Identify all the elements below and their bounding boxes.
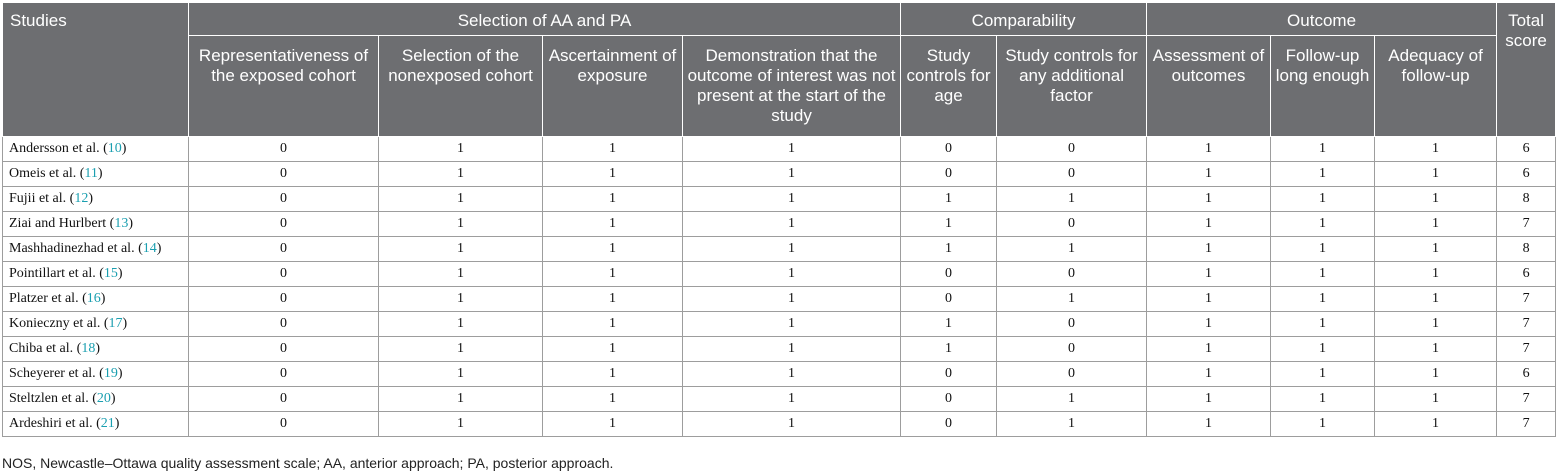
score-cell: 0 bbox=[189, 187, 379, 212]
score-cell: 1 bbox=[1375, 212, 1497, 237]
score-cell: 1 bbox=[543, 237, 683, 262]
score-cell: 1 bbox=[1271, 287, 1375, 312]
table-footnote: NOS, Newcastle–Ottawa quality assessment scale; AA, anterior approach; PA, posterior approach. bbox=[2, 455, 614, 471]
study-name-cell bbox=[3, 237, 189, 262]
study-name-cell bbox=[3, 337, 189, 362]
total-score-cell: 8 bbox=[1497, 237, 1556, 262]
study-name: Ardeshiri et al. ( bbox=[9, 416, 101, 431]
score-cell: 1 bbox=[1147, 212, 1271, 237]
score-cell: 1 bbox=[379, 187, 543, 212]
reference-close: ) bbox=[97, 166, 103, 181]
score-cell: 0 bbox=[901, 287, 997, 312]
study-name-cell bbox=[3, 212, 189, 237]
total-score-cell: 7 bbox=[1497, 312, 1556, 337]
total-score-cell: 7 bbox=[1497, 212, 1556, 237]
score-cell: 1 bbox=[543, 412, 683, 437]
score-cell: 1 bbox=[1375, 237, 1497, 262]
nos-table-container bbox=[2, 2, 1555, 437]
total-score-cell: 7 bbox=[1497, 337, 1556, 362]
score-cell: 1 bbox=[1147, 312, 1271, 337]
reference-link[interactable]: 20 bbox=[96, 391, 111, 406]
reference-link[interactable]: 11 bbox=[84, 166, 98, 181]
total-score-cell: 7 bbox=[1497, 287, 1556, 312]
score-cell: 1 bbox=[683, 187, 901, 212]
score-cell: 1 bbox=[379, 287, 543, 312]
reference-close: ) bbox=[110, 391, 116, 406]
score-cell: 1 bbox=[1271, 237, 1375, 262]
score-cell: 1 bbox=[683, 137, 901, 162]
score-cell: 1 bbox=[901, 187, 997, 212]
score-cell: 0 bbox=[189, 137, 379, 162]
score-cell: 1 bbox=[997, 187, 1147, 212]
table-row bbox=[3, 212, 1556, 237]
score-cell: 1 bbox=[543, 362, 683, 387]
score-cell: 1 bbox=[543, 287, 683, 312]
header-studies: Studies bbox=[3, 3, 189, 137]
reference-close: ) bbox=[128, 216, 134, 231]
score-cell: 0 bbox=[189, 237, 379, 262]
score-cell: 1 bbox=[683, 262, 901, 287]
reference-link[interactable]: 14 bbox=[142, 241, 157, 256]
header-col-demonstration: Demonstration that the outcome of interest was not present at the start of the study bbox=[683, 36, 901, 137]
study-name: Platzer et al. ( bbox=[9, 291, 87, 306]
score-cell: 1 bbox=[901, 337, 997, 362]
score-cell: 1 bbox=[379, 137, 543, 162]
reference-link[interactable]: 19 bbox=[103, 366, 118, 381]
score-cell: 1 bbox=[379, 237, 543, 262]
score-cell: 0 bbox=[901, 262, 997, 287]
score-cell: 1 bbox=[1375, 412, 1497, 437]
score-cell: 0 bbox=[189, 262, 379, 287]
score-cell: 1 bbox=[1147, 412, 1271, 437]
score-cell: 1 bbox=[901, 212, 997, 237]
score-cell: 1 bbox=[1271, 187, 1375, 212]
score-cell: 1 bbox=[1147, 387, 1271, 412]
total-score-cell: 8 bbox=[1497, 187, 1556, 212]
reference-close: ) bbox=[117, 266, 123, 281]
score-cell: 1 bbox=[683, 162, 901, 187]
score-cell: 0 bbox=[901, 362, 997, 387]
study-name-cell bbox=[3, 312, 189, 337]
header-col-adequacy: Adequacy of follow-up bbox=[1375, 36, 1497, 137]
score-cell: 0 bbox=[997, 312, 1147, 337]
score-cell: 0 bbox=[997, 362, 1147, 387]
score-cell: 1 bbox=[543, 187, 683, 212]
score-cell: 1 bbox=[379, 362, 543, 387]
score-cell: 1 bbox=[683, 362, 901, 387]
study-name: Ziai and Hurlbert ( bbox=[9, 216, 115, 231]
score-cell: 1 bbox=[543, 337, 683, 362]
study-name: Pointillart et al. ( bbox=[9, 266, 104, 281]
score-cell: 1 bbox=[379, 212, 543, 237]
score-cell: 1 bbox=[683, 287, 901, 312]
score-cell: 1 bbox=[1375, 137, 1497, 162]
score-cell: 1 bbox=[683, 312, 901, 337]
reference-link[interactable]: 17 bbox=[108, 316, 123, 331]
reference-close: ) bbox=[88, 191, 93, 206]
study-name-cell bbox=[3, 162, 189, 187]
score-cell: 1 bbox=[1271, 412, 1375, 437]
reference-close: ) bbox=[95, 341, 100, 356]
header-group-outcome: Outcome bbox=[1147, 3, 1497, 36]
score-cell: 1 bbox=[543, 212, 683, 237]
score-cell: 1 bbox=[1271, 337, 1375, 362]
reference-close: ) bbox=[100, 291, 106, 306]
score-cell: 1 bbox=[901, 312, 997, 337]
study-name: Fujii et al. ( bbox=[9, 191, 75, 206]
score-cell: 1 bbox=[379, 337, 543, 362]
score-cell: 1 bbox=[1271, 362, 1375, 387]
score-cell: 1 bbox=[1147, 287, 1271, 312]
score-cell: 1 bbox=[1375, 187, 1497, 212]
score-cell: 1 bbox=[1271, 137, 1375, 162]
score-cell: 1 bbox=[683, 337, 901, 362]
score-cell: 1 bbox=[379, 312, 543, 337]
score-cell: 1 bbox=[1147, 187, 1271, 212]
score-cell: 1 bbox=[997, 287, 1147, 312]
total-score-cell: 6 bbox=[1497, 137, 1556, 162]
reference-link[interactable]: 21 bbox=[100, 416, 115, 431]
score-cell: 1 bbox=[997, 412, 1147, 437]
reference-link[interactable]: 15 bbox=[103, 266, 118, 281]
reference-close: ) bbox=[156, 241, 162, 256]
score-cell: 0 bbox=[189, 287, 379, 312]
table-row bbox=[3, 337, 1556, 362]
score-cell: 1 bbox=[1271, 387, 1375, 412]
score-cell: 0 bbox=[997, 137, 1147, 162]
score-cell: 1 bbox=[543, 137, 683, 162]
study-name: Scheyerer et al. ( bbox=[9, 366, 104, 381]
study-name-cell bbox=[3, 412, 189, 437]
score-cell: 1 bbox=[1375, 337, 1497, 362]
score-cell: 0 bbox=[189, 337, 379, 362]
score-cell: 1 bbox=[379, 412, 543, 437]
score-cell: 1 bbox=[1375, 262, 1497, 287]
total-score-cell: 7 bbox=[1497, 387, 1556, 412]
study-name: Mashhadinezhad et al. ( bbox=[9, 241, 143, 256]
total-score-cell: 6 bbox=[1497, 362, 1556, 387]
score-cell: 0 bbox=[901, 137, 997, 162]
score-cell: 0 bbox=[189, 387, 379, 412]
study-name-cell bbox=[3, 187, 189, 212]
reference-link[interactable]: 16 bbox=[86, 291, 101, 306]
header-col-representativeness: Representativeness of the exposed cohort bbox=[189, 36, 379, 137]
score-cell: 0 bbox=[189, 212, 379, 237]
score-cell: 1 bbox=[1271, 162, 1375, 187]
header-col-assessment: Assessment of outcomes bbox=[1147, 36, 1271, 137]
table-row bbox=[3, 362, 1556, 387]
score-cell: 0 bbox=[901, 162, 997, 187]
study-name-cell bbox=[3, 362, 189, 387]
table-row bbox=[3, 262, 1556, 287]
study-name: Omeis et al. ( bbox=[9, 166, 85, 181]
header-col-controls-additional: Study controls for any additional factor bbox=[997, 36, 1147, 137]
score-cell: 0 bbox=[997, 162, 1147, 187]
score-cell: 1 bbox=[1375, 162, 1497, 187]
score-cell: 1 bbox=[1375, 362, 1497, 387]
total-score-cell: 6 bbox=[1497, 262, 1556, 287]
score-cell: 1 bbox=[379, 162, 543, 187]
reference-close: ) bbox=[117, 366, 123, 381]
reference-link[interactable]: 12 bbox=[74, 191, 89, 206]
header-group-comparability: Comparability bbox=[901, 3, 1147, 36]
score-cell: 1 bbox=[997, 387, 1147, 412]
header-col-selection-nonexposed: Selection of the nonexposed cohort bbox=[379, 36, 543, 137]
total-score-cell: 7 bbox=[1497, 412, 1556, 437]
study-name: Chiba et al. ( bbox=[9, 341, 82, 356]
score-cell: 1 bbox=[997, 237, 1147, 262]
score-cell: 0 bbox=[189, 412, 379, 437]
study-name: Konieczny et al. ( bbox=[9, 316, 109, 331]
score-cell: 1 bbox=[1147, 237, 1271, 262]
table-row bbox=[3, 287, 1556, 312]
score-cell: 1 bbox=[1147, 262, 1271, 287]
study-name-cell bbox=[3, 287, 189, 312]
study-name-cell bbox=[3, 387, 189, 412]
score-cell: 1 bbox=[683, 412, 901, 437]
study-name-cell bbox=[3, 137, 189, 162]
study-name: Andersson et al. ( bbox=[9, 141, 108, 156]
reference-close: ) bbox=[122, 316, 128, 331]
reference-close: ) bbox=[121, 141, 127, 156]
reference-close: ) bbox=[114, 416, 120, 431]
study-name: Steltzlen et al. ( bbox=[9, 391, 97, 406]
score-cell: 1 bbox=[543, 262, 683, 287]
header-col-controls-age: Study controls for age bbox=[901, 36, 997, 137]
nos-quality-table bbox=[2, 2, 1556, 437]
score-cell: 1 bbox=[543, 312, 683, 337]
score-cell: 0 bbox=[997, 212, 1147, 237]
score-cell: 1 bbox=[1147, 137, 1271, 162]
score-cell: 1 bbox=[379, 387, 543, 412]
score-cell: 1 bbox=[1375, 312, 1497, 337]
score-cell: 1 bbox=[683, 237, 901, 262]
study-name-cell bbox=[3, 262, 189, 287]
score-cell: 1 bbox=[683, 387, 901, 412]
header-col-ascertainment: Ascertainment of exposure bbox=[543, 36, 683, 137]
table-body bbox=[3, 137, 1556, 437]
table-row bbox=[3, 137, 1556, 162]
score-cell: 1 bbox=[1271, 262, 1375, 287]
score-cell: 1 bbox=[901, 237, 997, 262]
score-cell: 0 bbox=[997, 337, 1147, 362]
reference-link[interactable]: 18 bbox=[81, 341, 96, 356]
table-row bbox=[3, 162, 1556, 187]
table-row bbox=[3, 187, 1556, 212]
table-row bbox=[3, 387, 1556, 412]
score-cell: 1 bbox=[543, 387, 683, 412]
header-group-selection: Selection of AA and PA bbox=[189, 3, 901, 36]
score-cell: 0 bbox=[189, 312, 379, 337]
score-cell: 1 bbox=[1271, 312, 1375, 337]
score-cell: 1 bbox=[1147, 337, 1271, 362]
score-cell: 1 bbox=[543, 162, 683, 187]
total-score-cell: 6 bbox=[1497, 162, 1556, 187]
score-cell: 1 bbox=[683, 212, 901, 237]
table-row bbox=[3, 312, 1556, 337]
score-cell: 1 bbox=[1375, 387, 1497, 412]
score-cell: 1 bbox=[1375, 287, 1497, 312]
table-row bbox=[3, 412, 1556, 437]
header-total-score: Total score bbox=[1497, 3, 1556, 137]
header-col-follow-up-long: Follow-up long enough bbox=[1271, 36, 1375, 137]
score-cell: 0 bbox=[901, 412, 997, 437]
reference-link[interactable]: 13 bbox=[114, 216, 129, 231]
score-cell: 1 bbox=[1147, 162, 1271, 187]
score-cell: 0 bbox=[189, 162, 379, 187]
reference-link[interactable]: 10 bbox=[107, 141, 122, 156]
score-cell: 1 bbox=[1147, 362, 1271, 387]
table-row bbox=[3, 237, 1556, 262]
score-cell: 0 bbox=[901, 387, 997, 412]
score-cell: 0 bbox=[997, 262, 1147, 287]
score-cell: 0 bbox=[189, 362, 379, 387]
score-cell: 1 bbox=[379, 262, 543, 287]
score-cell: 1 bbox=[1271, 212, 1375, 237]
